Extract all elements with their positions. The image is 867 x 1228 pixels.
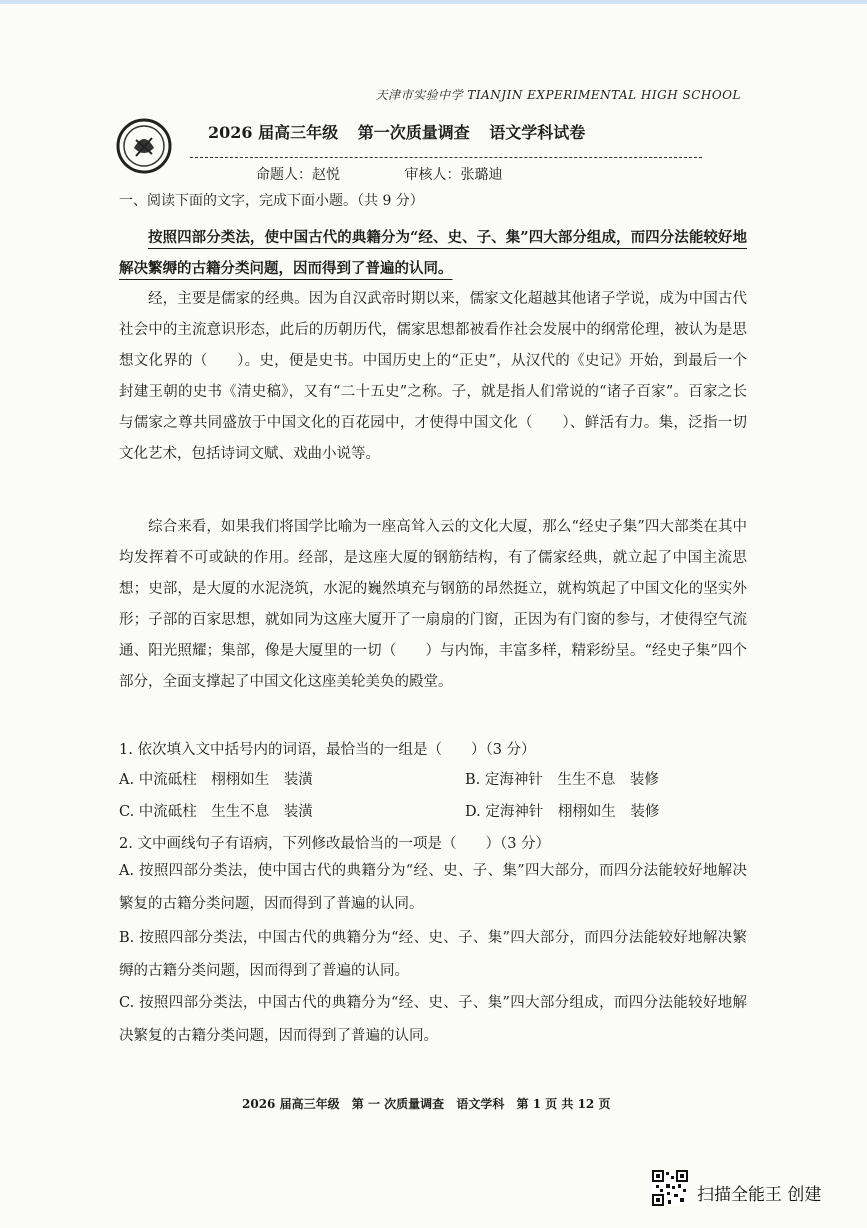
underlined-paragraph [119, 222, 747, 284]
footer-grade: 2026 届高三年级 [242, 1097, 340, 1111]
title-subject: 语文学科试卷 [489, 123, 586, 142]
author-line [256, 164, 562, 184]
page-footer [242, 1095, 618, 1112]
passage-paragraph-2: 经，主要是儒家的经典。因为自汉武帝时期以来，儒家文化超越其他诸子学说，成为中国古代社会中的主流意识形态，此后的历朝历代，儒家思想都被看作社会发展中的纲常伦理，被认为是思想文化界的（ ）。史，便是史书。中国历史上的“正史”，从汉代的《史记》开始，到最后一个封建王朝的史书《清史稿》，又有“二十五史”之称。子，就是指人们常说的“诸子百家”。百家之长与儒家之尊共同盛放于中国文化的百花园中，才使得中国文化（ ）、鲜活有力。集，泛指一切文化艺术，包括诗词文赋、戏曲小说等。 [119, 291, 747, 462]
question-1-stem: 1. 依次填入文中括号内的词语，最恰当的一组是（ ）（3 分） [119, 742, 536, 758]
reviewer: 审核人：张璐迪 [404, 167, 503, 183]
q1-option-d: D. 定海神针 栩栩如生 装修 [465, 804, 660, 820]
q1-option-a: A. 中流砥柱 栩栩如生 装潢 [119, 772, 313, 788]
section-heading: 一、阅读下面的文字，完成下面小题。（共 9 分） [119, 193, 424, 209]
school-name: 天津市实验中学 TIANJIN EXPERIMENTAL HIGH SCHOOL [375, 88, 741, 102]
exam-title [208, 120, 599, 143]
qr-code-icon [652, 1170, 688, 1206]
title-divider [190, 157, 702, 158]
passage-paragraph-3: 综合来看，如果我们将国学比喻为一座高耸入云的文化大厦，那么“经史子集”四大部类在其中均发挥着不可或缺的作用。经部，是这座大厦的钢筋结构，有了儒家经典，就立起了中国主流思想；史部，是大厦的水泥浇筑，水泥的巍然填充与钢筋的昂然挺立，就构筑起了中国文化的坚实外形；子部的百家思想，就如同为这座大厦开了一扇扇的门窗，正因为有门窗的参与，才使得空气流通、阳光照耀；集部，像是大厦里的一切（ ）与内饰，丰富多样，精彩纷呈。“经史子集”四个部分，全面支撑起了中国文化这座美轮美奂的殿堂。 [119, 519, 747, 690]
scanner-watermark: 扫描全能王 创建 [697, 1185, 822, 1205]
q2-option-b: B. 按照四部分类法，中国古代的典籍分为“经、史、子、集”四大部分，而四分法能较好地解决繁缛的古籍分类问题，因而得到了普遍的认同。 [119, 930, 747, 979]
title-grade: 2026 届高三年级 [208, 123, 339, 142]
title-exam: 第一次质量调查 [357, 123, 470, 142]
setter: 命题人：赵悦 [256, 167, 340, 183]
scan-edge [0, 0, 867, 4]
q1-option-b: B. 定海神针 生生不息 装修 [465, 772, 659, 788]
q2-option-c: C. 按照四部分类法，中国古代的典籍分为“经、史、子、集”四大部分组成，而四分法能较好地解决繁复的古籍分类问题，因而得到了普遍的认同。 [119, 995, 747, 1044]
footer-exam: 第 一 次质量调查 [351, 1097, 445, 1111]
footer-subject: 语文学科 [456, 1097, 505, 1111]
question-2-stem: 2. 文中画线句子有语病，下列修改最恰当的一项是（ ）（3 分） [119, 836, 551, 852]
question-1-options-row-2 [119, 800, 747, 821]
question-1-options-row-1 [119, 768, 747, 789]
q1-option-c: C. 中流砥柱 生生不息 装潢 [119, 804, 313, 820]
school-seal-icon [116, 118, 172, 174]
footer-page: 第 1 页 共 12 页 [516, 1097, 611, 1111]
q2-option-a: A. 按照四部分类法，使中国古代的典籍分为“经、史、子、集”四大部分，而四分法能较好地解决繁复的古籍分类问题，因而得到了普遍的认同。 [119, 863, 747, 912]
underlined-sentence: 按照四部分类法，使中国古代的典籍分为“经、史、子、集”四大部分组成，而四分法能较好地解决繁缛的古籍分类问题，因而得到了普遍的认同。 [119, 229, 747, 277]
